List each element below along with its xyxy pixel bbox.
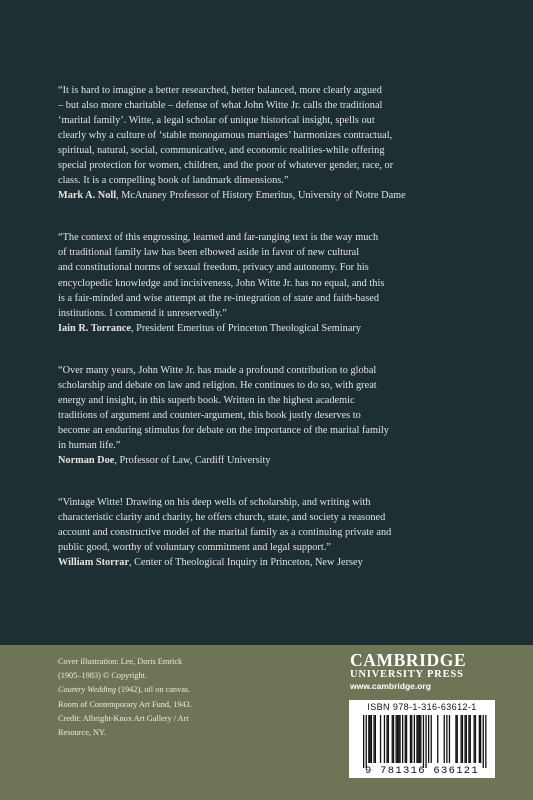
cover-credit xyxy=(58,655,258,740)
barcode-bar xyxy=(475,715,476,763)
barcode-bar xyxy=(437,715,438,763)
endorsement-doe xyxy=(58,363,488,468)
endorser-name: Norman Doe xyxy=(58,454,115,466)
publisher-url: www.cambridge.org xyxy=(350,681,431,691)
barcode-bar xyxy=(397,715,398,763)
barcode-bar xyxy=(474,715,475,763)
barcode-bar xyxy=(406,715,407,763)
barcode-bar xyxy=(419,715,420,763)
endorsements-list xyxy=(58,83,488,597)
barcode-bar xyxy=(393,715,394,763)
endorsement-text: “The context of this engrossing, learned and far-ranging text is the way much of traditional family law has been elbowed aside in favor of new cultural and constitutional norms of sexual freedom, privacy and autonomy. For his encyclopedic knowledge and incisiveness, John Witte Jr. has no equal, and this is a fair-minded and wise attempt at the re-integration of state and faith-based institutions. I commend it unreservedly.” xyxy=(58,232,385,319)
endorsement-attribution xyxy=(58,321,488,336)
barcode-bar xyxy=(380,715,381,763)
barcode-bar xyxy=(392,715,393,763)
barcode-bar xyxy=(373,715,374,763)
barcode-bar xyxy=(470,715,471,763)
credit-line: Room of Contemporary Art Fund, 1943. xyxy=(58,699,192,709)
artwork-details: (1942), oil on canvas. xyxy=(116,685,191,695)
barcode-bar xyxy=(418,715,419,763)
barcode-bar xyxy=(466,715,467,763)
barcode-bar xyxy=(414,715,415,763)
credit-line: Credit: Albright-Knox Art Gallery / Art xyxy=(58,713,189,723)
barcode-panel xyxy=(349,700,495,778)
endorsement-attribution xyxy=(58,188,488,203)
barcode-bar xyxy=(398,715,399,763)
barcode-bar xyxy=(464,715,465,763)
barcode-bar xyxy=(411,715,412,763)
barcode-bar xyxy=(455,715,456,763)
endorser-name: Iain R. Torrance xyxy=(58,322,131,334)
barcode-bar xyxy=(485,715,486,768)
barcode-bar xyxy=(371,715,372,763)
barcode-bar xyxy=(425,715,426,768)
barcode-bar xyxy=(479,715,480,763)
endorsement-noll xyxy=(58,83,488,203)
publisher-logo xyxy=(350,651,500,692)
barcode-bar xyxy=(461,715,462,763)
endorsement-attribution xyxy=(58,555,488,570)
barcode-bar xyxy=(428,715,429,763)
endorsement-text: “Over many years, John Witte Jr. has made a profound contribution to global scholarship and debate on law and religion. He continues to do so, with great energy and insight, in this superb book. Written in the highest academic traditions of argument and counter-argument, this book justly deserves to become an enduring stimulus for debate on the importance of the marital family in human life.” xyxy=(58,364,389,451)
footer-band xyxy=(0,645,533,800)
barcode-bar xyxy=(457,715,458,763)
barcode-bar xyxy=(462,715,463,763)
endorser-affiliation: , Professor of Law, Cardiff University xyxy=(114,454,271,466)
barcode-bar xyxy=(420,715,421,763)
credit-line: (1905–1983) © Copyright. xyxy=(58,671,148,681)
barcode-bar xyxy=(370,715,371,763)
credit-line: Resource, NY. xyxy=(58,728,107,738)
barcode-bar xyxy=(416,715,417,763)
barcode-bar xyxy=(366,715,367,768)
publisher-name: CAMBRIDGE xyxy=(350,650,467,670)
barcode-bar xyxy=(423,715,424,768)
barcode-bar xyxy=(468,715,469,763)
barcode-bar xyxy=(368,715,369,763)
barcode-bar xyxy=(410,715,411,763)
barcode-bar xyxy=(405,715,406,763)
barcode-bar xyxy=(444,715,445,763)
barcode-bar xyxy=(388,715,389,763)
endorser-affiliation: , President Emeritus of Princeton Theological Seminary xyxy=(130,322,361,334)
endorser-name: Mark A. Noll xyxy=(58,190,117,202)
barcode-bar xyxy=(386,715,387,763)
barcode-bar xyxy=(402,715,403,763)
isbn-label: ISBN 978-1-316-63612-1 xyxy=(367,702,477,712)
barcode-bar xyxy=(446,715,447,763)
barcode-bar xyxy=(384,715,385,763)
barcode-bar xyxy=(396,715,397,763)
endorser-name: William Storrar xyxy=(58,557,130,569)
endorser-affiliation: , McAnaney Professor of History Emeritus, University of Notre Dame xyxy=(116,190,406,202)
barcode-bar xyxy=(431,715,432,763)
credit-line: Cover illustration: Lee, Doris Emrick xyxy=(58,657,183,666)
ean-digits: 9 781316 636121 xyxy=(364,765,479,777)
endorsement-attribution xyxy=(58,453,488,468)
barcode-bar xyxy=(399,715,400,763)
barcode-bar xyxy=(363,715,364,768)
endorsement-torrance xyxy=(58,230,488,335)
endorsement-text: “It is hard to imagine a better researched, better balanced, more clearly argued – but also more charitable – defense of what John Witte Jr. calls the traditional ‘marital family’. Witte, a legal scholar of unique historical insight, spells out clearly why a culture of ‘stable monogamous marriages’ harmonizes contractual, spiritual, natural, social, communicative, and economic realities-while offering special protection for women, children, and the poor of whatever gender, race, or class. It is a compelling book of landmark dimensions.” xyxy=(58,85,394,187)
credit-line xyxy=(58,683,258,697)
endorsement-storrar xyxy=(58,495,488,570)
publisher-subtitle: UNIVERSITY PRESS xyxy=(350,669,464,680)
artwork-title: Country Wedding xyxy=(58,685,117,695)
barcode-bar xyxy=(480,715,481,763)
barcode-bar xyxy=(483,715,484,768)
barcode-bar xyxy=(449,715,450,763)
barcode-bar xyxy=(375,715,376,763)
endorsement-text: “Vintage Witte! Drawing on his deep wells of scholarship, and writing with characteristic clarity and charity, he offers church, state, and society a reasoned account and constructive model of the marital family as a continuing private and public good, worthy of voluntary commitment and legal support.” xyxy=(58,497,392,554)
endorser-affiliation: , Center of Theological Inquiry in Princeton, New Jersey xyxy=(129,557,363,569)
